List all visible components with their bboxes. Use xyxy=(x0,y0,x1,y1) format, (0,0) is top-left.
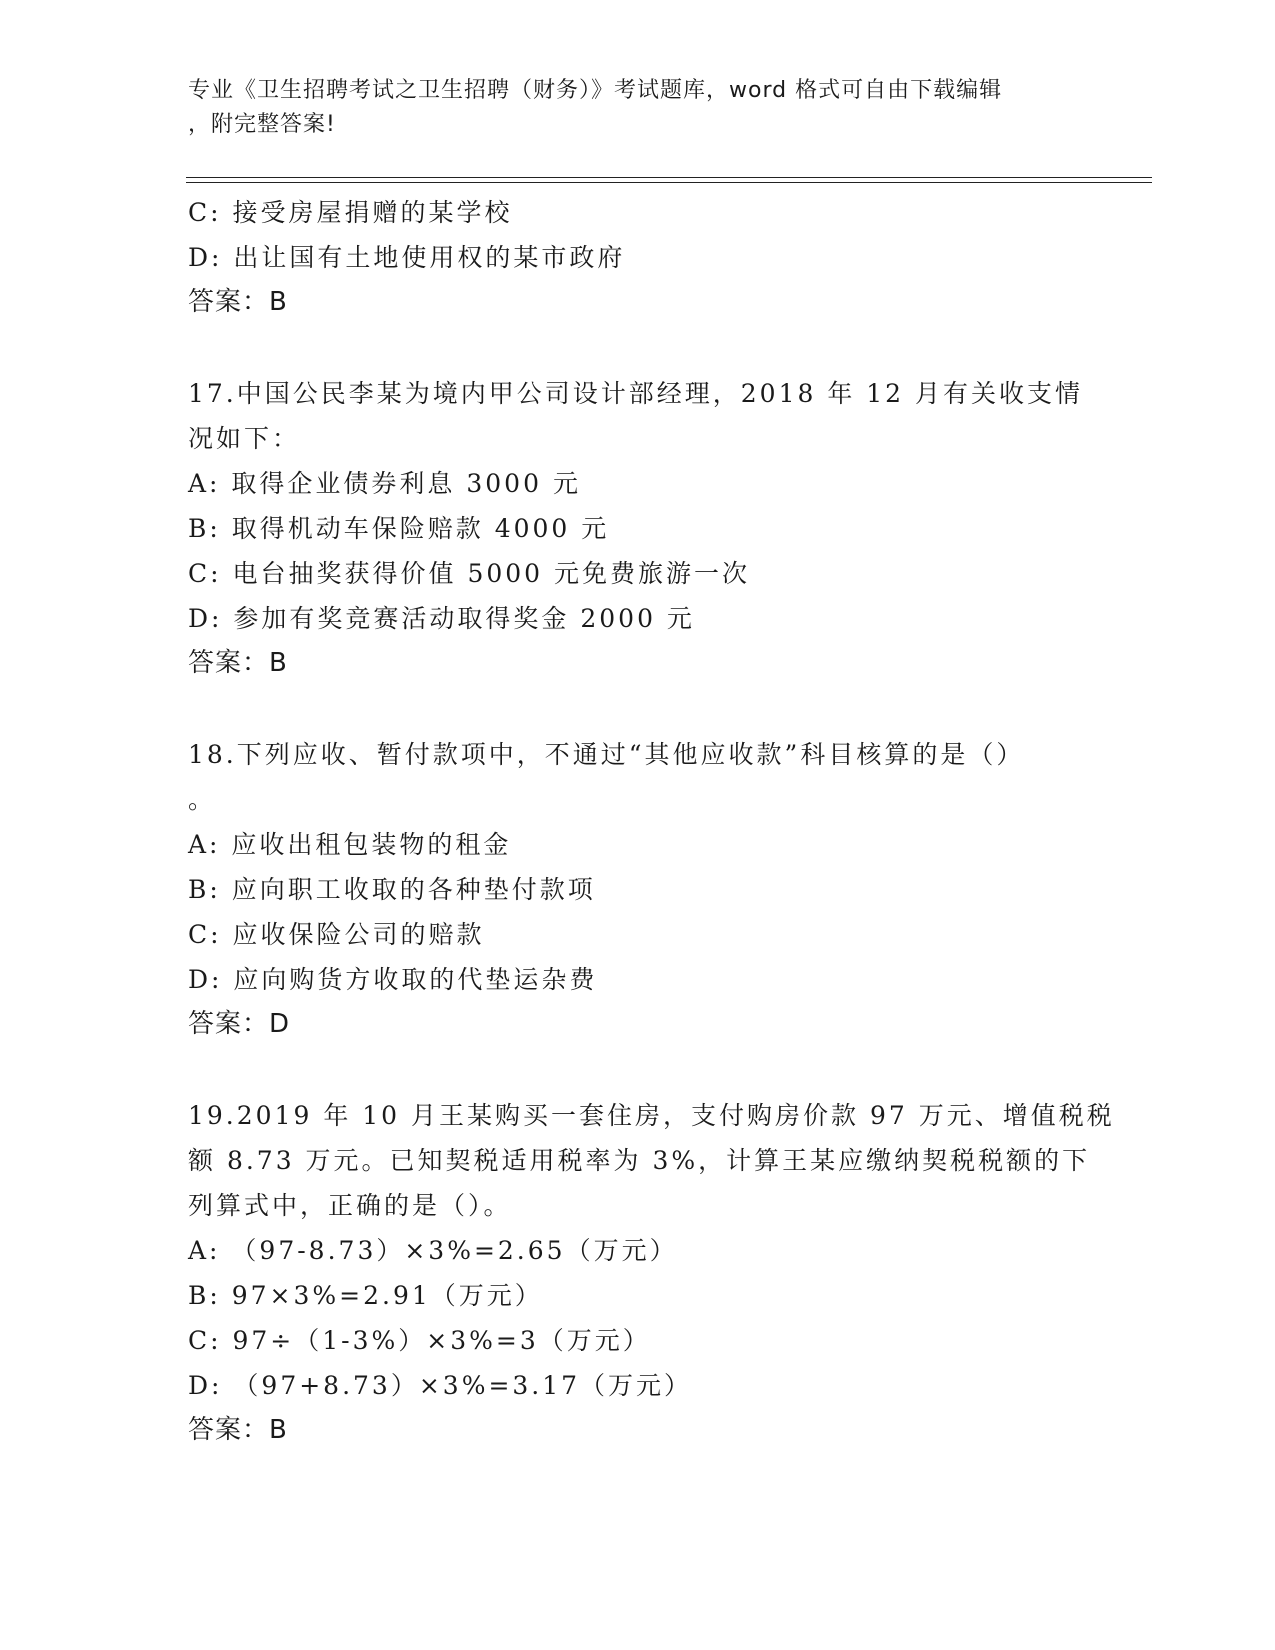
option-d: D: 参加有奖竞赛活动取得奖金 2000 元 xyxy=(188,604,695,633)
option-c: C: 接受房屋捐赠的某学校 xyxy=(188,198,513,227)
spacer xyxy=(188,686,1088,732)
option-b: B: 97×3%=2.91（万元） xyxy=(188,1281,543,1310)
question-19 xyxy=(188,1093,1115,1453)
question-17 xyxy=(188,371,1088,686)
question-stem: 19.2019 年 10 月王某购买一套住房，支付购房价款 97 万元、增值税税 xyxy=(188,1101,1115,1130)
option-d: D: （97+8.73）×3%=3.17（万元） xyxy=(188,1371,693,1400)
previous-question-tail xyxy=(188,190,1088,325)
option-a: A: 应收出租包装物的租金 xyxy=(188,830,512,859)
option-d: D: 应向购货方收取的代垫运杂费 xyxy=(188,965,598,994)
option-c: C: 97÷（1-3%）×3%=3（万元） xyxy=(188,1326,651,1355)
question-stem: 17.中国公民李某为境内甲公司设计部经理，2018 年 12 月有关收支情 xyxy=(188,379,1084,408)
option-a: A: （97-8.73）×3%=2.65（万元） xyxy=(188,1236,678,1265)
header-line-2: ，附完整答案! xyxy=(188,112,336,137)
question-stem: 18.下列应收、暂付款项中，不通过“其他应收款”科目核算的是（） xyxy=(188,740,1025,769)
header-line-1: 专业《卫生招聘考试之卫生招聘（财务）》考试题库，word 格式可自由下载编辑 xyxy=(188,78,1003,103)
document-header xyxy=(188,74,1088,142)
question-stem: 列算式中，正确的是（）。 xyxy=(188,1191,512,1220)
spacer xyxy=(188,1047,1088,1093)
question-stem: 额 8.73 万元。已知契税适用税率为 3%，计算王某应缴纳契税税额的下 xyxy=(188,1146,1091,1175)
option-c: C: 应收保险公司的赔款 xyxy=(188,920,485,949)
option-b: B: 取得机动车保险赔款 4000 元 xyxy=(188,514,610,543)
option-b: B: 应向职工收取的各种垫付款项 xyxy=(188,875,596,904)
answer-line: 答案：D xyxy=(188,1009,291,1039)
option-a: A: 取得企业债券利息 3000 元 xyxy=(188,469,581,498)
spacer xyxy=(188,325,1088,371)
question-18 xyxy=(188,732,1088,1047)
question-stem: 。 xyxy=(188,785,217,814)
answer-line: 答案：B xyxy=(188,287,288,317)
answer-line: 答案：B xyxy=(188,648,288,678)
question-list xyxy=(188,190,1115,1453)
option-c: C: 电台抽奖获得价值 5000 元免费旅游一次 xyxy=(188,559,751,588)
question-stem: 况如下： xyxy=(188,424,301,453)
header-divider-top xyxy=(186,177,1152,178)
answer-line: 答案：B xyxy=(188,1415,288,1445)
option-d: D: 出让国有土地使用权的某市政府 xyxy=(188,243,626,272)
header-divider-bottom xyxy=(186,182,1152,183)
